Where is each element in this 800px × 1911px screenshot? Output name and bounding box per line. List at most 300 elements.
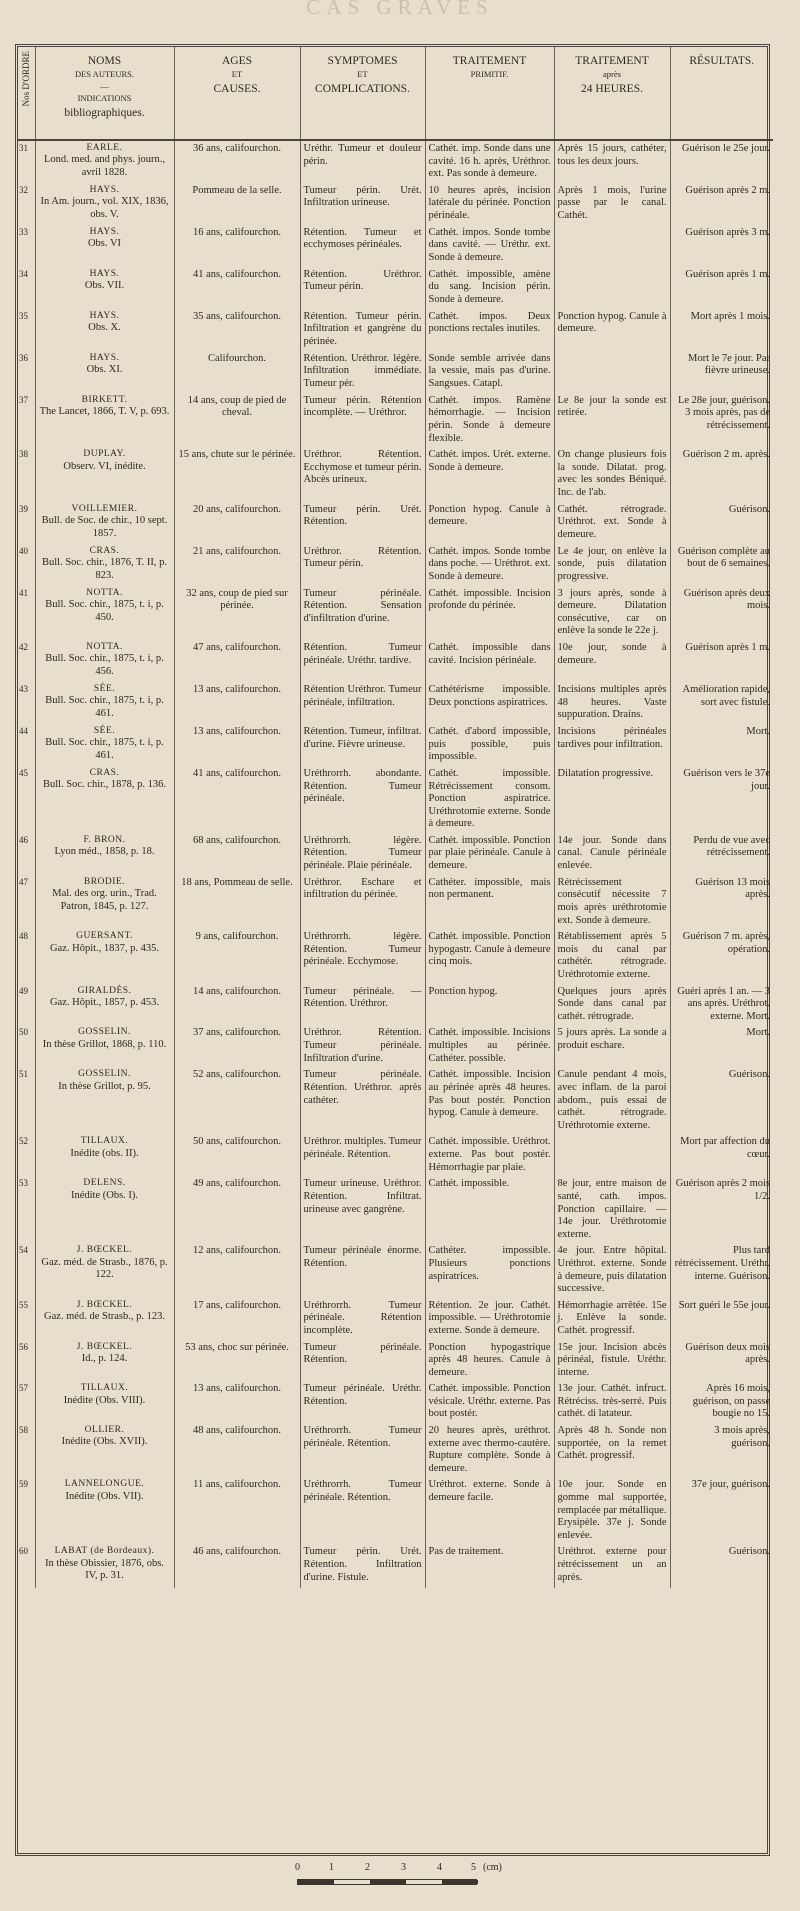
case-number: 39 [18, 502, 35, 544]
author-name: NOTTA. [86, 587, 123, 598]
age-cause-cell: 9 ans, califourchon. [174, 929, 300, 983]
case-number: 46 [18, 833, 35, 875]
author-cell [35, 1298, 174, 1340]
table-row [18, 724, 773, 766]
treatment-24h-cell: Canule pendant 4 mois, avec inflam. de la paroi abdom., puis essai de cathét. rétrograde. Uréthrotomie externe. [554, 1067, 670, 1134]
treatment-24h-cell: Après 48 h. Sonde non supportée, on la remet Cathét. progressif. [554, 1423, 670, 1477]
treatment-24h-cell [554, 267, 670, 309]
author-reference: Bull. Soc. chir., 1875, t. i, p. 461. [45, 737, 164, 761]
symptoms-cell: Uréthrorrh. Tumeur périnéale. Rétention. [300, 1423, 425, 1477]
author-reference: Lyon méd., 1858, p. 18. [54, 846, 155, 858]
author-cell [35, 140, 174, 183]
scale-label: 0 [295, 1862, 300, 1873]
symptoms-cell: Uréthror. Rétention. Tumeur périn. [300, 544, 425, 586]
symptoms-cell: Tumeur périnéale. — Rétention. Uréthror. [300, 984, 425, 1026]
age-cause-cell: 35 ans, califourchon. [174, 309, 300, 351]
author-cell [35, 309, 174, 351]
symptoms-cell: Tumeur périnéale énorme. Rétention. [300, 1243, 425, 1297]
case-number: 38 [18, 447, 35, 501]
treatment-24h-cell: 5 jours après. La sonde a produit eschare. [554, 1025, 670, 1067]
symptoms-cell: Tumeur périn. Urét. Rétention. [300, 502, 425, 544]
primary-treatment-cell: Cathét. impossible. [425, 1176, 554, 1243]
author-reference: Bull. Soc. chir., 1878, p. 136. [42, 779, 167, 791]
symptoms-cell: Uréthrorrh. Tumeur périnéale. Rétention. [300, 1477, 425, 1544]
author-cell [35, 1176, 174, 1243]
age-cause-cell: 16 ans, califourchon. [174, 225, 300, 267]
author-reference: Gaz. méd. de Strasb., 1876, p. 122. [41, 1256, 168, 1281]
result-cell: Guérison après 1 m. [685, 641, 770, 653]
author-cell [35, 1243, 174, 1297]
age-cause-cell: 48 ans, califourchon. [174, 1423, 300, 1477]
case-number: 47 [18, 875, 35, 929]
symptoms-cell: Tumeur périn. Urét. Rétention. Infiltration d'urine. Fistule. [300, 1544, 425, 1588]
author-name: SÉE. [93, 725, 116, 736]
scale-labels [295, 1862, 502, 1876]
author-name: TILLAUX. [80, 1383, 129, 1394]
symptoms-cell: Tumeur périnéale. Rétention. [300, 1340, 425, 1382]
case-number: 31 [18, 140, 35, 183]
case-number: 32 [18, 183, 35, 225]
primary-treatment-cell: Cathét. impossible. Incisions multiples au périnée. Cathéter. possible. [425, 1025, 554, 1067]
author-name: CRAS. [89, 545, 120, 556]
author-name: BRODIE. [83, 876, 126, 887]
age-cause-cell: 37 ans, califourchon. [174, 1025, 300, 1067]
case-number: 45 [18, 766, 35, 833]
treatment-24h-cell: Dilatation progressive. [554, 766, 670, 833]
author-name: F. BRON. [83, 834, 126, 845]
symptoms-cell: Tumeur urineuse. Uréthror. Rétention. Infiltrat. urineuse avec gangrène. [300, 1176, 425, 1243]
result-cell: Plus tard rétrécissement. Uréthr. interne. Guérison. [674, 1245, 770, 1282]
case-number: 34 [18, 267, 35, 309]
primary-treatment-cell: Uréthrot. externe. Sonde à demeure facile. [425, 1477, 554, 1544]
case-number: 41 [18, 586, 35, 640]
treatment-24h-cell: 15e jour. Incision abcès périnéal, fistule. Uréthr. interne. [554, 1340, 670, 1382]
age-cause-cell: 13 ans, califourchon. [174, 724, 300, 766]
symptoms-cell: Tumeur périn. Rétention incomplète. — Uréthror. [300, 393, 425, 447]
treatment-24h-cell: Après 1 mois, l'urine passe par le canal. Cathét. [554, 183, 670, 225]
author-name: HAYS. [89, 352, 120, 363]
scale-label: 3 [401, 1862, 406, 1873]
age-cause-cell: 15 ans, chute sur le périnée. [174, 447, 300, 501]
treatment-24h-cell: Ponction hypog. Canule à demeure. [554, 309, 670, 351]
cases-table [18, 47, 773, 1588]
primary-treatment-cell: Ponction hypogastrique après 48 heures. Canule à demeure. [425, 1340, 554, 1382]
treatment-24h-cell: Uréthrot. externe pour rétrécissement un an après. [554, 1544, 670, 1588]
table-row [18, 309, 773, 351]
author-name: LANNELONGUE. [64, 1479, 145, 1490]
result-cell: Amélioration rapide, sort avec fistule. [682, 683, 770, 708]
symptoms-cell: Tumeur périnéale. Rétention. Sensation d'infiltration d'urine. [300, 586, 425, 640]
author-name: CRAS. [89, 767, 120, 778]
symptoms-cell: Rétention. Tumeur, infiltrat. d'urine. Fièvre urineuse. [300, 724, 425, 766]
case-number: 42 [18, 640, 35, 682]
primary-treatment-cell: Cathét. impossible. Uréthrot. externe. Pas bout postér. Hémorrhagie par plaie. [425, 1134, 554, 1176]
case-number: 33 [18, 225, 35, 267]
author-name: GOSSELIN. [78, 1069, 131, 1080]
case-number: 49 [18, 984, 35, 1026]
author-reference: Obs. X. [88, 322, 121, 334]
author-reference: Id., p. 124. [81, 1352, 128, 1364]
primary-treatment-cell: Rétention. 2e jour. Cathét. impossible. — Uréthrotomie externe. Sonde à demeure. [425, 1298, 554, 1340]
measurement-scale [295, 1862, 502, 1902]
author-reference: Bull. Soc. chir., 1875, t. i, p. 461. [45, 695, 164, 719]
author-cell [35, 833, 174, 875]
author-name: J. BŒCKEL. [76, 1299, 133, 1310]
symptoms-cell: Uréthrorrh. Tumeur périnéale. Rétention incomplète. [300, 1298, 425, 1340]
author-cell [35, 183, 174, 225]
table-row [18, 1477, 773, 1544]
treatment-24h-cell: Rétrécissement consécutif nécessite 7 mois après uréthrotomie ext. Sonde à demeure. [554, 875, 670, 929]
author-cell [35, 351, 174, 393]
col-header-num: Nos D'ORDRE [18, 47, 35, 140]
treatment-24h-cell: On change plusieurs fois la sonde. Dilatat. prog. avec les sondes Béniqué. Inc. de l'ab. [554, 447, 670, 501]
author-reference: In Am. journ., vol. XIX, 1836, obs. V. [40, 196, 169, 220]
primary-treatment-cell: Cathét. impossible. Incision profonde du périnée. [425, 586, 554, 640]
result-cell: Guérison le 25e jour. [681, 143, 770, 154]
table-row [18, 875, 773, 929]
author-reference: Bull. Soc. chir., 1875, t. i, p. 450. [45, 598, 164, 623]
age-cause-cell: 18 ans, Pommeau de selle. [174, 875, 300, 929]
author-cell [35, 984, 174, 1026]
result-cell: Guérison. [728, 1546, 770, 1558]
primary-treatment-cell: Cathét. impos. Deux ponctions rectales inutiles. [425, 309, 554, 351]
result-cell: Mort après 1 mois. [690, 310, 770, 322]
result-cell: Le 28e jour, guérison. 3 mois après, pas de rétrécissement. [677, 394, 770, 431]
case-number: 35 [18, 309, 35, 351]
page-header: CAS GRAVES [306, 0, 494, 18]
age-cause-cell: 41 ans, califourchon. [174, 766, 300, 833]
result-cell: Guérison deux mois après. [685, 1341, 770, 1366]
age-cause-cell: 32 ans, coup de pied sur périnée. [174, 586, 300, 640]
table-row [18, 984, 773, 1026]
author-reference: Obs. VI [87, 238, 122, 250]
result-cell: Guérison 7 m. après, opération. [682, 931, 770, 955]
col-header-treatment-primary: TRAITEMENT PRIMITIF. [425, 47, 554, 140]
case-number: 40 [18, 544, 35, 586]
author-reference: Bull. Soc. chir., 1876, T. II, p. 823. [41, 556, 168, 581]
treatment-24h-cell: 3 jours après, sonde à demeure. Dilatation consécutive, car on enlève la sonde le 22e j. [554, 586, 670, 640]
author-reference: Inédite (Obs. XVII). [61, 1436, 148, 1448]
result-cell: Perdu de vue avec rétrécissement. [693, 834, 770, 859]
result-cell: Mort par affection du cœur. [680, 1136, 770, 1160]
treatment-24h-cell: 10e jour. Sonde en gomme mal supportée, remplacée par métallique. Erysipèle. 37e j. Sonde enlevée. [554, 1477, 670, 1544]
primary-treatment-cell: 10 heures après, incision latérale du périnée. Ponction périnéale. [425, 183, 554, 225]
author-cell [35, 929, 174, 983]
treatment-24h-cell: 14e jour. Sonde dans canal. Canule périnéale enlevée. [554, 833, 670, 875]
age-cause-cell: 17 ans, califourchon. [174, 1298, 300, 1340]
col-header-results: RÉSULTATS. [670, 47, 773, 140]
primary-treatment-cell: Cathét. impossible. Ponction hypogastr. Canule à demeure cinq mois. [425, 929, 554, 983]
table-row [18, 1067, 773, 1134]
table-row [18, 1243, 773, 1297]
author-cell [35, 682, 174, 724]
table-row [18, 225, 773, 267]
primary-treatment-cell: Ponction hypog. Canule à demeure. [425, 502, 554, 544]
age-cause-cell: 41 ans, califourchon. [174, 267, 300, 309]
age-cause-cell: 47 ans, califourchon. [174, 640, 300, 682]
table-row [18, 766, 773, 833]
symptoms-cell: Rétention. Uréthror. Tumeur périn. [300, 267, 425, 309]
author-name: HAYS. [89, 226, 120, 237]
primary-treatment-cell: Cathéter. impossible. Plusieurs ponctions aspiratrices. [425, 1243, 554, 1297]
table-row [18, 447, 773, 501]
author-name: NOTTA. [86, 641, 123, 652]
scale-label: 4 [437, 1862, 442, 1873]
symptoms-cell: Uréthror. multiples. Tumeur périnéale. Rétention. [300, 1134, 425, 1176]
author-cell [35, 447, 174, 501]
case-number: 60 [18, 1544, 35, 1588]
author-cell [35, 1025, 174, 1067]
table-row [18, 833, 773, 875]
symptoms-cell: Rétention Uréthror. Tumeur périnéale, infiltration. [300, 682, 425, 724]
table-row [18, 586, 773, 640]
author-name: HAYS. [89, 310, 120, 321]
author-cell [35, 586, 174, 640]
result-cell: Guéri après 1 an. — 3 ans après. Uréthrot. externe. Mort. [677, 985, 770, 1022]
author-name: DELENS. [83, 1178, 126, 1189]
author-reference: Bull. Soc. chir., 1875, t. i, p. 456. [45, 653, 164, 677]
result-cell: Guérison 2 m. après. [682, 449, 770, 461]
primary-treatment-cell: Cathét. imp. Sonde dans une cavité. 16 h. après, Uréthror. ext. Pas sonde à demeure. [425, 140, 554, 183]
result-cell: Guérison après 2 mois 1/2. [675, 1178, 770, 1202]
age-cause-cell: 52 ans, califourchon. [174, 1067, 300, 1134]
symptoms-cell: Uréthror. Rétention. Tumeur périnéale. Infiltration d'urine. [300, 1025, 425, 1067]
treatment-24h-cell: 4e jour. Entre hôpital. Uréthrot. externe. Sonde à demeure, puis dilatation successive. [554, 1243, 670, 1297]
table-row [18, 929, 773, 983]
author-cell [35, 267, 174, 309]
case-number: 48 [18, 929, 35, 983]
treatment-24h-cell: Cathét. rétrograde. Uréthrot. ext. Sonde à demeure. [554, 502, 670, 544]
author-name: J. BŒCKEL. [76, 1341, 133, 1352]
result-cell: Mort le 7e jour. Par fièvre urineuse. [688, 352, 770, 377]
result-cell: Guérison après 2 m. [685, 184, 770, 196]
table-row [18, 267, 773, 309]
author-reference: Bull. de Soc. de chir., 10 sept. 1857. [41, 514, 168, 539]
author-cell [35, 1067, 174, 1134]
author-reference: Inédite (Obs. I). [70, 1189, 139, 1201]
author-cell [35, 502, 174, 544]
author-reference: The Lancet, 1866, T. V, p. 693. [39, 406, 170, 418]
author-cell [35, 1381, 174, 1423]
age-cause-cell: 68 ans, califourchon. [174, 833, 300, 875]
result-cell: Mort. [746, 725, 770, 737]
treatment-24h-cell: Incisions périnéales tardives pour infiltration. [554, 724, 670, 766]
author-reference: Observ. VI, inédite. [63, 460, 146, 472]
primary-treatment-cell: Cathét. impos. Ramène hémorrhagie. — Incision périn. Sonde à demeure flexible. [425, 393, 554, 447]
table-row [18, 502, 773, 544]
col-header-treatment-24h: TRAITEMENT après 24 HEURES. [554, 47, 670, 140]
age-cause-cell: 36 ans, califourchon. [174, 140, 300, 183]
symptoms-cell: Rétention. Uréthror. légère. Infiltration immédiate. Tumeur pér. [300, 351, 425, 393]
primary-treatment-cell: Pas de traitement. [425, 1544, 554, 1588]
treatment-24h-cell [554, 225, 670, 267]
author-reference: Gaz. Hôpit., 1857, p. 453. [49, 997, 160, 1009]
table-row [18, 1134, 773, 1176]
primary-treatment-cell: Cathét. impos. Sonde tombe dans poche. — Uréthrot. ext. Sonde à demeure. [425, 544, 554, 586]
case-number: 51 [18, 1067, 35, 1134]
symptoms-cell: Uréthr. Tumeur et douleur périn. [300, 140, 425, 183]
result-cell: 3 mois après, guérison. [714, 1425, 770, 1449]
primary-treatment-cell: Cathét. impos. Sonde tombe dans cavité. — Uréthr. ext. Sonde à demeure. [425, 225, 554, 267]
age-cause-cell: 53 ans, choc sur périnée. [174, 1340, 300, 1382]
author-name: GOSSELIN. [78, 1027, 131, 1038]
symptoms-cell: Rétention. Tumeur périnéale. Uréthr. tardive. [300, 640, 425, 682]
treatment-24h-cell: Quelques jours après Sonde dans canal par cathét. rétrograde. [554, 984, 670, 1026]
author-reference: In thèse Grillot, p. 95. [58, 1080, 151, 1092]
case-number: 36 [18, 351, 35, 393]
table-row [18, 1340, 773, 1382]
primary-treatment-cell: Cathét. impossible, amène du sang. Incision périn. Sonde à demeure. [425, 267, 554, 309]
symptoms-cell: Uréthrorrh. abondante. Rétention. Tumeur périnéale. [300, 766, 425, 833]
treatment-24h-cell: 13e jour. Cathét. infruct. Rétréciss. très-serré. Puis cathét. di latateur. [554, 1381, 670, 1423]
author-cell [35, 1340, 174, 1382]
treatment-24h-cell: 8e jour, entre maison de santé, cath. impos. Ponction capillaire. — 14e jour. Uréthrotomie externe. [554, 1176, 670, 1243]
symptoms-cell: Tumeur périn. Urét. Infiltration urineuse. [300, 183, 425, 225]
age-cause-cell: 46 ans, califourchon. [174, 1544, 300, 1588]
case-number: 37 [18, 393, 35, 447]
case-number: 56 [18, 1340, 35, 1382]
result-cell: Guérison après 3 m. [685, 226, 770, 238]
scale-label: 2 [365, 1862, 370, 1873]
primary-treatment-cell: Cathét. impos. Urét. externe. Sonde à demeure. [425, 447, 554, 501]
primary-treatment-cell: Ponction hypog. [425, 984, 554, 1026]
col-header-symptoms: SYMPTOMES ET COMPLICATIONS. [300, 47, 425, 140]
primary-treatment-cell: Cathét. impossible. Ponction vésicale. Uréthr. externe. Pas bout postér. [425, 1381, 554, 1423]
symptoms-cell: Rétention. Tumeur périn. Infiltration et gangrène du périnée. [300, 309, 425, 351]
symptoms-cell: Uréthror. Rétention. Ecchymose et tumeur périn. Abcès urineux. [300, 447, 425, 501]
result-cell: Guérison après deux mois. [683, 587, 770, 612]
age-cause-cell: 14 ans, coup de pied de cheval. [174, 393, 300, 447]
age-cause-cell: 20 ans, califourchon. [174, 502, 300, 544]
primary-treatment-cell: 20 heures après, uréthrot. externe avec thermo-cautère. Rupture complète. Sonde à demeure. [425, 1423, 554, 1477]
symptoms-cell: Uréthrorrh. légère. Rétention. Tumeur périnéale. Plaie périnéale. [300, 833, 425, 875]
scale-bar [297, 1879, 477, 1885]
age-cause-cell: Califourchon. [174, 351, 300, 393]
treatment-24h-cell: Rétablissement après 5 mois du canal par cathétér. rétrograde. Uréthrotomie externe. [554, 929, 670, 983]
primary-treatment-cell: Cathét. impossible dans cavité. Incision périnéale. [425, 640, 554, 682]
author-name: TILLAUX. [80, 1136, 129, 1147]
author-reference: Obs. XI. [86, 364, 123, 376]
table-row [18, 640, 773, 682]
author-cell [35, 1134, 174, 1176]
table-row [18, 183, 773, 225]
case-number: 43 [18, 682, 35, 724]
table-row [18, 544, 773, 586]
age-cause-cell: 11 ans, califourchon. [174, 1477, 300, 1544]
author-reference: Inédite (Obs. VIII). [63, 1394, 146, 1406]
author-name: J. BŒCKEL. [76, 1245, 133, 1256]
author-reference: In thèse Obissier, 1876, obs. IV, p. 31. [45, 1557, 164, 1582]
primary-treatment-cell: Cathét. impossible. Ponction par plaie périnéale. Canule à demeure. [425, 833, 554, 875]
author-reference: In thèse Grillot, 1868, p. 110. [42, 1038, 167, 1050]
result-cell: Guérison complète au bout de 6 semaines. [677, 545, 770, 570]
table-row [18, 1298, 773, 1340]
age-cause-cell: 13 ans, califourchon. [174, 1381, 300, 1423]
result-cell: Guérison. [728, 1069, 770, 1081]
table-row [18, 1176, 773, 1243]
symptoms-cell: Rétention. Tumeur et ecchymoses périnéales. [300, 225, 425, 267]
table-row [18, 140, 773, 183]
treatment-24h-cell: 10e jour, sonde à demeure. [554, 640, 670, 682]
col-header-authors: NOMS DES AUTEURS. — INDICATIONS bibliographiques. [35, 47, 174, 140]
scale-unit: (cm) [483, 1862, 502, 1873]
author-name: HAYS. [89, 268, 120, 279]
table-row [18, 1544, 773, 1588]
table-row [18, 1423, 773, 1477]
author-name: BIRKETT. [81, 394, 128, 405]
treatment-24h-cell: Le 4e jour, on enlève la sonde, puis dilatation progressive. [554, 544, 670, 586]
author-reference: Gaz. méd. de Strasb., p. 123. [43, 1311, 166, 1323]
table-row [18, 351, 773, 393]
col-header-ages: AGES ET CAUSES. [174, 47, 300, 140]
author-cell [35, 1477, 174, 1544]
author-cell [35, 393, 174, 447]
author-name: SÉE. [93, 683, 116, 694]
age-cause-cell: 14 ans, califourchon. [174, 984, 300, 1026]
author-name: OLLIER. [84, 1425, 125, 1436]
author-cell [35, 1423, 174, 1477]
primary-treatment-cell: Cathét. impossible. Rétrécissement consom. Ponction aspiratrice. Uréthrotomie externe. Sonde à demeure. [425, 766, 554, 833]
author-cell [35, 724, 174, 766]
primary-treatment-cell: Cathétérisme impossible. Deux ponctions aspiratrices. [425, 682, 554, 724]
case-number: 44 [18, 724, 35, 766]
age-cause-cell: 21 ans, califourchon. [174, 544, 300, 586]
case-number: 52 [18, 1134, 35, 1176]
result-cell: Guérison 13 mois après. [695, 876, 770, 901]
author-name: VOILLEMIER. [71, 503, 138, 514]
case-number: 58 [18, 1423, 35, 1477]
age-cause-cell: 13 ans, califourchon. [174, 682, 300, 724]
age-cause-cell: 12 ans, califourchon. [174, 1243, 300, 1297]
author-cell [35, 544, 174, 586]
author-name: GIRALDÈS. [77, 985, 132, 996]
symptoms-cell: Uréthror. Eschare et infiltration du périnée. [300, 875, 425, 929]
age-cause-cell: Pommeau de la selle. [174, 183, 300, 225]
case-number: 57 [18, 1381, 35, 1423]
author-reference: Mal. des org. urin., Trad. Patron, 1845, p. 127. [52, 888, 157, 912]
treatment-24h-cell: Hémorrhagie arrêtée. 15e j. Enlève la sonde. Cathét. progressif. [554, 1298, 670, 1340]
symptoms-cell: Uréthrorrh. légère. Rétention. Tumeur périnéale. Ecchymose. [300, 929, 425, 983]
header-row [18, 47, 773, 140]
primary-treatment-cell: Cathét. impossible. Incision au périnée après 48 heures. Pas bout postér. Ponction hypog. Canule à demeure. [425, 1067, 554, 1134]
result-cell: Guérison vers le 37e jour. [683, 767, 770, 792]
author-reference: Obs. VII. [84, 280, 125, 292]
author-cell [35, 225, 174, 267]
author-cell [35, 1544, 174, 1588]
case-number: 53 [18, 1176, 35, 1243]
author-name: LABAT (de Bordeaux). [54, 1546, 155, 1557]
treatment-24h-cell: Le 8e jour la sonde est retirée. [554, 393, 670, 447]
result-cell: Sort guéri le 55e jour. [678, 1299, 770, 1311]
result-cell: Guérison après 1 m. [685, 268, 770, 280]
scale-label: 1 [329, 1862, 334, 1873]
primary-treatment-cell: Sonde semble arrivée dans la vessie, mais pas d'urine. Sangsues. Catapl. [425, 351, 554, 393]
author-reference: Inédite (Obs. VII). [65, 1490, 144, 1502]
case-number: 59 [18, 1477, 35, 1544]
author-reference: Lond. med. and phys. journ., avril 1828. [43, 154, 166, 178]
result-cell: Mort. [746, 1027, 770, 1039]
result-cell: Guérison. [728, 503, 770, 515]
result-cell: 37e jour, guérison. [691, 1479, 770, 1491]
case-number: 50 [18, 1025, 35, 1067]
author-cell [35, 640, 174, 682]
author-name: GUERSANT. [76, 931, 133, 942]
table-row [18, 1381, 773, 1423]
table-frame [15, 44, 770, 1856]
primary-treatment-cell: Cathéter. impossible, mais non permanent. [425, 875, 554, 929]
author-cell [35, 875, 174, 929]
author-name: DUPLAY. [83, 449, 126, 460]
